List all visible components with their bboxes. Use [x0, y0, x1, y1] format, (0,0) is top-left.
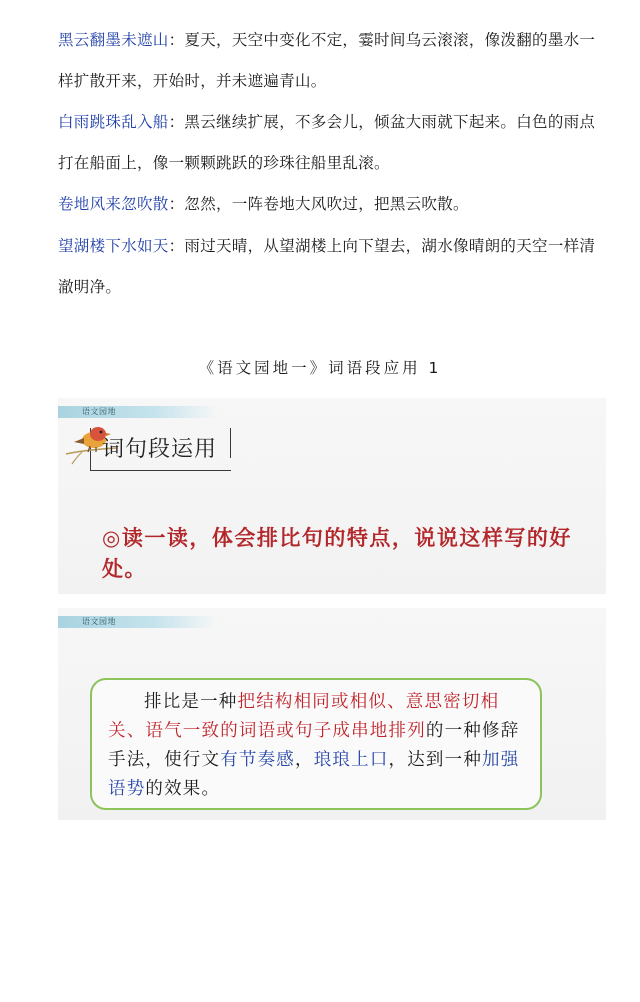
poem-line-term: 卷地风来忽吹散 — [58, 195, 169, 213]
separator: ： — [168, 195, 185, 213]
tab-label: 语文园地 — [82, 617, 116, 626]
definition-highlight-blue: 琅琅上口 — [313, 750, 389, 770]
definition-plain: 排比是一种 — [144, 692, 238, 712]
definition-plain: ，达到一种 — [388, 750, 483, 770]
heading-title: 词句段运用 — [102, 437, 218, 462]
definition-highlight-blue: 有节奏感 — [220, 750, 296, 770]
poem-line-term: 黑云翻墨未遮山 — [58, 31, 169, 49]
definition-plain: 的效果。 — [145, 779, 221, 799]
definition-highlight-red: 把结构相同或相似、意思密切相关、语气一致的词语或句子成串地排列 — [108, 692, 500, 741]
instruction-text: ◎读一读，体会排比句的特点，说说这样写的好处。 — [102, 525, 572, 581]
poem-line-explanation: 忽然，一阵卷地大风吹过，把黑云吹散。 — [184, 195, 469, 213]
definition-box — [90, 678, 542, 810]
paragraph-4 — [58, 226, 610, 308]
poem-line-term: 白雨跳珠乱入船 — [58, 113, 169, 131]
poem-line-explanation: 雨过天晴，从望湖楼上向下望去，湖水像晴朗的天空一样清澈明净。 — [58, 237, 596, 296]
tab-label: 语文园地 — [82, 407, 116, 416]
definition-plain: ， — [295, 750, 314, 770]
separator: ： — [168, 31, 185, 49]
section-title: 《语文园地一》词语段应用 1 — [198, 359, 442, 377]
poem-line-term: 望湖楼下水如天 — [58, 237, 169, 255]
separator: ： — [168, 113, 185, 131]
slide-image-2 — [58, 608, 606, 820]
paragraph-2 — [58, 102, 610, 184]
tab-strip — [58, 616, 218, 628]
definition-plain: 的一种修辞手法，使行文 — [108, 721, 520, 770]
poem-line-explanation: 黑云继续扩展，不多会儿，倾盆大雨就下起来。白色的雨点打在船面上，像一颗颗跳跃的珍珠往船里乱滚。 — [58, 113, 596, 172]
paragraph-1 — [58, 20, 610, 102]
separator: ： — [168, 237, 185, 255]
definition-highlight-blue: 加强语势 — [108, 750, 520, 799]
paragraph-3 — [58, 184, 610, 225]
poem-line-explanation: 夏天，天空中变化不定，霎时间乌云滚滚，像泼翻的墨水一样扩散开来，开始时，并未遮遍青山。 — [58, 31, 596, 90]
definition-text — [108, 688, 528, 804]
slide-image-1 — [58, 398, 606, 594]
tab-strip — [58, 406, 218, 418]
